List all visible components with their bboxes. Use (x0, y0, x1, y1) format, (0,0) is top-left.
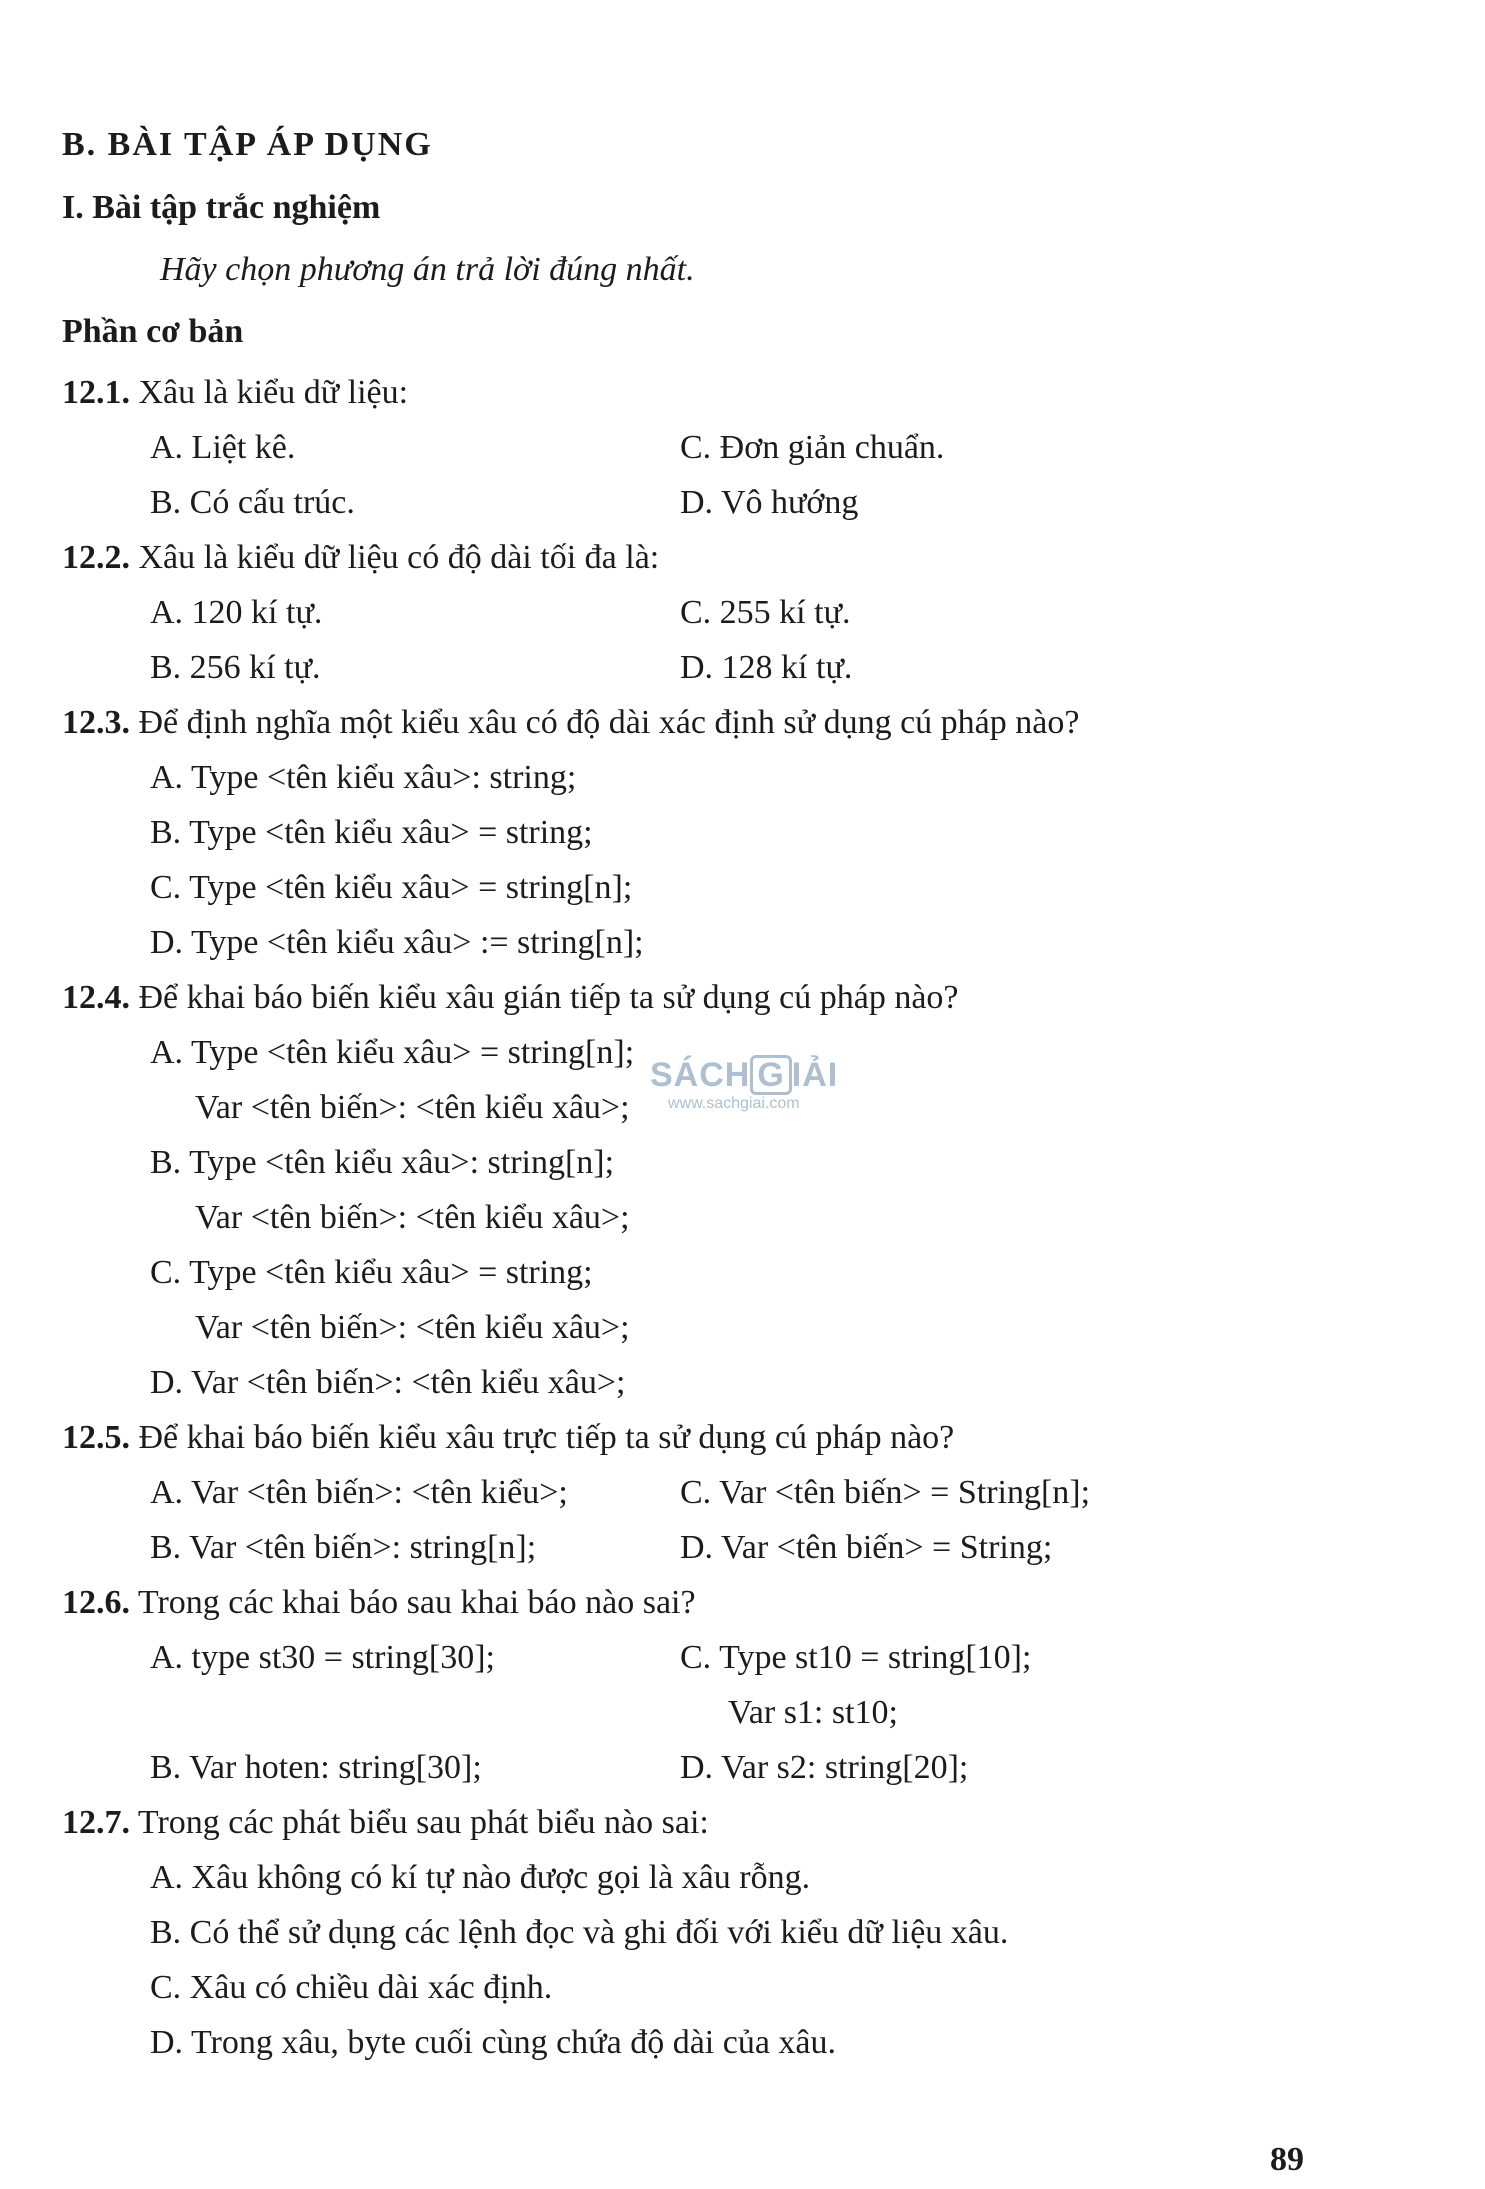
option-a-line-1: A. Type <tên kiểu xâu> = string[n]; (150, 1034, 635, 1071)
question-text: Để định nghĩa một kiểu xâu có độ dài xác định sử dụng cú pháp nào? (138, 704, 1080, 741)
option-b: B. Var <tên biến>: string[n]; (150, 1529, 537, 1566)
watermark-brand-left: SÁCH (650, 1056, 751, 1094)
subheading: I. Bài tập trắc nghiệm (62, 189, 381, 226)
question-text: Để khai báo biến kiểu xâu gián tiếp ta sử dụng cú pháp nào? (138, 979, 959, 1016)
question-12-1 (62, 373, 408, 413)
option-d: D. Type <tên kiểu xâu> := string[n]; (150, 924, 644, 961)
option-b: B. Có cấu trúc. (150, 484, 355, 521)
option-c: C. 255 kí tự. (680, 594, 851, 631)
question-number: 12.3. (62, 704, 130, 741)
option-a: A. type st30 = string[30]; (150, 1639, 495, 1676)
option-d: D. Var <tên biến>: <tên kiểu xâu>; (150, 1364, 626, 1401)
option-d: D. Var s2: string[20]; (680, 1749, 969, 1786)
option-c-line-1: C. Type <tên kiểu xâu> = string; (150, 1254, 593, 1291)
question-text: Trong các phát biểu sau phát biểu nào sai: (137, 1804, 709, 1841)
question-12-2 (62, 538, 659, 578)
question-text: Trong các khai báo sau khai báo nào sai? (137, 1584, 696, 1621)
option-a-line-2: Var <tên biến>: <tên kiểu xâu>; (195, 1089, 630, 1126)
section-label: Phần cơ bản (62, 313, 244, 350)
question-12-6 (62, 1583, 696, 1623)
option-a: A. Var <tên biến>: <tên kiểu>; (150, 1474, 568, 1511)
option-d: D. Var <tên biến> = String; (680, 1529, 1053, 1566)
option-a: A. 120 kí tự. (150, 594, 323, 631)
section-heading: B. BÀI TẬP ÁP DỤNG (62, 126, 433, 163)
question-number: 12.1. (62, 374, 130, 411)
question-number: 12.6. (62, 1584, 130, 1621)
watermark (650, 1055, 838, 1113)
page-number: 89 (1270, 2141, 1304, 2178)
watermark-g-logo: G (750, 1055, 791, 1095)
option-b: B. Type <tên kiểu xâu> = string; (150, 814, 593, 851)
option-a: A. Liệt kê. (150, 429, 296, 466)
option-b-line-1: B. Type <tên kiểu xâu>: string[n]; (150, 1144, 615, 1181)
watermark-brand (650, 1055, 838, 1095)
option-b: B. Có thể sử dụng các lệnh đọc và ghi đối với kiểu dữ liệu xâu. (150, 1914, 1009, 1951)
question-12-3 (62, 703, 1079, 743)
watermark-url: www.sachgiai.com (668, 1095, 800, 1112)
option-c: C. Var <tên biến> = String[n]; (680, 1474, 1091, 1511)
option-c: C. Xâu có chiều dài xác định. (150, 1969, 553, 2006)
option-a: A. Xâu không có kí tự nào được gọi là xâu rỗng. (150, 1859, 811, 1896)
question-number: 12.2. (62, 539, 130, 576)
option-c: C. Type <tên kiểu xâu> = string[n]; (150, 869, 633, 906)
option-c-line-2: Var <tên biến>: <tên kiểu xâu>; (195, 1309, 630, 1346)
question-12-5 (62, 1418, 954, 1458)
question-12-7 (62, 1803, 709, 1843)
question-number: 12.7. (62, 1804, 130, 1841)
option-c-line-2: Var s1: st10; (728, 1694, 898, 1731)
question-text: Xâu là kiểu dữ liệu có độ dài tối đa là: (138, 539, 660, 576)
option-b: B. 256 kí tự. (150, 649, 321, 686)
question-number: 12.4. (62, 979, 130, 1016)
option-c: C. Đơn giản chuẩn. (680, 429, 945, 466)
question-number: 12.5. (62, 1419, 130, 1456)
option-a: A. Type <tên kiểu xâu>: string; (150, 759, 577, 796)
option-b: B. Var hoten: string[30]; (150, 1749, 482, 1786)
question-text: Xâu là kiểu dữ liệu: (138, 374, 409, 411)
question-text: Để khai báo biến kiểu xâu trực tiếp ta sử dụng cú pháp nào? (138, 1419, 955, 1456)
option-b-line-2: Var <tên biến>: <tên kiểu xâu>; (195, 1199, 630, 1236)
instruction: Hãy chọn phương án trả lời đúng nhất. (160, 251, 695, 288)
option-d: D. Vô hướng (680, 484, 859, 521)
option-d: D. 128 kí tự. (680, 649, 853, 686)
option-c-line-1: C. Type st10 = string[10]; (680, 1639, 1032, 1676)
watermark-brand-right: IẢI (791, 1056, 839, 1094)
option-d: D. Trong xâu, byte cuối cùng chứa độ dài của xâu. (150, 2024, 837, 2061)
question-12-4 (62, 978, 959, 1018)
